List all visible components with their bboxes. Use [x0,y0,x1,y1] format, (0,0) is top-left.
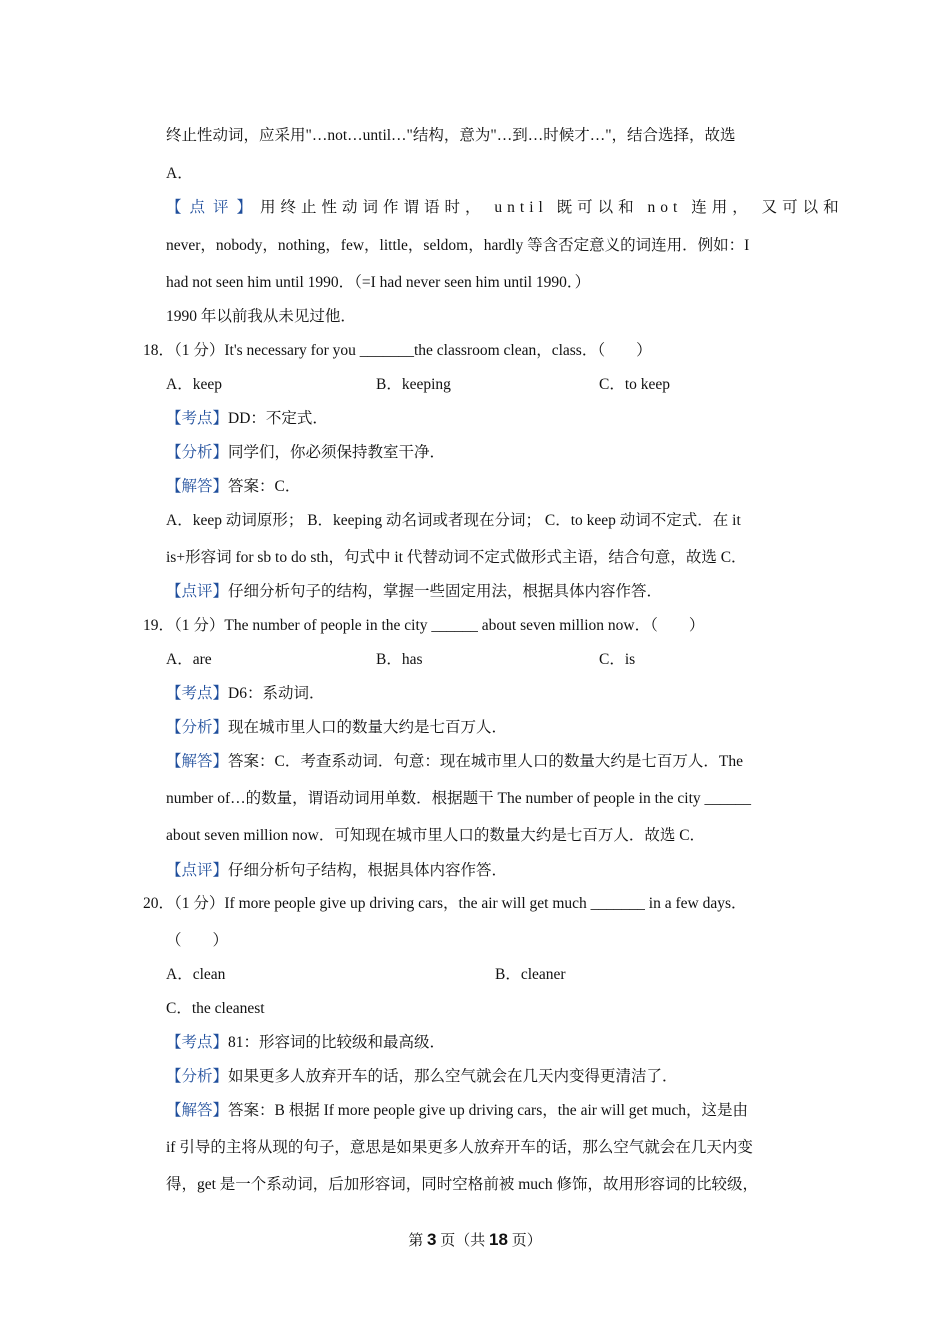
q17-comment [166,198,844,218]
q20-kaodian [166,1033,445,1053]
fenxi-tag: 【分析】 [166,719,229,736]
q19-jieda-line1: 答案：C．考查系动词．句意：现在城市里人口的数量大约是七百万人．The [228,753,743,770]
q18-explain-line2: is+形容词 for sb to do sth，句式中 it 代替动词不定式做形式主语，结合句意，故选 C． [166,549,747,566]
q20-kaodian-text: 81：形容词的比较级和最高级． [228,1034,446,1051]
footer-page-number: 3 [427,1230,437,1249]
q19-fenxi [166,718,507,738]
q19-stem: 19．（1 分）The number of people in the city ______ about seven million now．（ ） [143,617,705,634]
q20-jieda-line1: 答案：B 根据 If more people give up driving cars，the air will get much，这是由 [228,1102,749,1119]
q20-jieda-line3-text: 得，get 是一个系动词，后加形容词，同时空格前被 much 修饰，故用形容词的比较级， [166,1176,758,1193]
q19-option-c: C．is [599,651,636,668]
q20-stem: 20．（1 分）If more people give up driving cars，the air will get much _______ in a few days． [143,895,747,912]
q19-option-b: B．has [376,651,423,668]
q18-fenxi [166,443,445,463]
q19-option-a: A．are [166,651,212,668]
q20-jieda-wrap [166,1101,748,1121]
q17-comment-line4: 1990 年以前我从未见过他． [166,308,356,325]
q19-fenxi-text: 现在城市里人口的数量大约是七百万人． [228,719,508,736]
kaodian-tag: 【考点】 [166,410,229,427]
fenxi-tag: 【分析】 [166,1068,229,1085]
q17-comment-line1: 用终止性动词作谓语时， until 既可以和 not 连用， 又可以和 [260,199,844,216]
q19-jieda-line2-text: number of…的数量，谓语动词用单数．根据题干 The number of people in the city ______ [166,790,752,807]
q18-kaodian [166,409,328,429]
q20-paren: （ ） [166,932,229,949]
q17-line2: A． [166,165,193,182]
q17-comment-line3: had not seen him until 1990．（=I had never seen him until 1990．） [166,274,591,291]
q18-option-c: C．to keep [599,376,671,393]
q18-kaodian-text: DD：不定式． [228,410,328,427]
q20-jieda-line2 [166,1138,806,1158]
q19-dianping-text: 仔细分析句子结构，根据具体内容作答． [228,862,508,879]
dianping-tag: 【点评】 [166,583,229,600]
jieda-tag: 【解答】 [166,478,229,495]
q20-jieda [166,1101,806,1121]
q17-line1 [166,126,806,146]
dianping-tag: 【点评】 [166,199,261,216]
fenxi-tag: 【分析】 [166,444,229,461]
footer-pre: 第 [408,1233,428,1249]
q18-option-b: B．keeping [376,376,451,393]
q18-option-a: A．keep [166,376,222,393]
q20-option-a: A．clean [166,966,226,983]
kaodian-tag: 【考点】 [166,685,229,702]
footer-total-pages: 18 [489,1230,508,1249]
kaodian-tag: 【考点】 [166,1034,229,1051]
jieda-tag: 【解答】 [166,1102,229,1119]
q19-jieda-wrap [166,752,743,772]
q20-jieda-line3 [166,1175,806,1195]
q18-jieda [166,477,300,497]
q17-line1-text: 终止性动词，应采用"…not…until…"结构，意为"…到…时候才…"，结合选择，故选 [166,127,736,144]
q20-option-c: C．the cleanest [166,1000,265,1017]
q18-dianping-text: 仔细分析句子的结构，掌握一些固定用法，根据具体内容作答． [228,583,663,600]
q18-fenxi-text: 同学们，你必须保持教室干净． [228,444,446,461]
q19-jieda-line2 [166,789,806,809]
q19-jieda [166,752,806,772]
q18-explain-line1 [166,511,806,531]
q18-stem: 18．（1 分）It's necessary for you _______the classroom clean，class．（ ） [143,342,652,359]
q20-fenxi [166,1067,678,1087]
q20-option-b: B．cleaner [495,966,566,983]
q20-jieda-line2-text: if 引导的主将从现的句子，意思是如果更多人放弃开车的话，那么空气就会在几天内变 [166,1139,753,1156]
q20-fenxi-text: 如果更多人放弃开车的话，那么空气就会在几天内变得更清洁了． [228,1068,678,1085]
q18-jieda-text: 答案：C． [228,478,301,495]
q18-explain-line1-text: A．keep 动词原形； B．keeping 动名词或者现在分词； C．to keep 动词不定式．在 it [166,512,741,529]
jieda-tag: 【解答】 [166,753,229,770]
q19-kaodian-text: D6：系动词． [228,685,325,702]
dianping-tag: 【点评】 [166,862,229,879]
q18-dianping [166,582,662,602]
q19-kaodian [166,684,324,704]
footer-mid: 页（共 [436,1233,490,1249]
q19-jieda-line3: about seven million now．可知现在城市里人口的数量大约是七百万人．故选 C． [166,827,706,844]
page-footer [0,1229,950,1250]
footer-post: 页） [507,1233,542,1249]
q19-dianping [166,861,507,881]
q17-comment-line2: never，nobody，nothing，few，little，seldom，hardly 等含否定意义的词连用．例如：I [166,237,750,254]
